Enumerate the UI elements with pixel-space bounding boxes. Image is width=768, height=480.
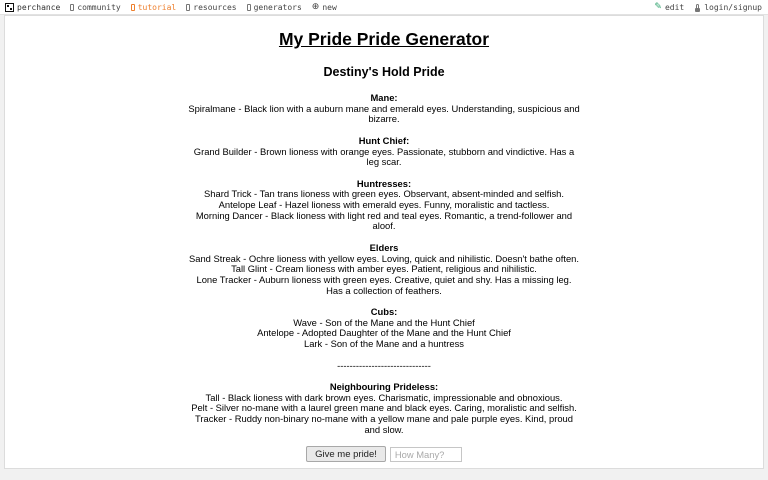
generator-page [4,15,764,469]
entry-line: Pelt - Silver no-mane with a laurel green mane and black eyes. Caring, moralistic and selfish. [191,402,577,414]
section [5,136,763,168]
section [5,179,763,233]
new-generator-label: new [322,2,337,12]
section-header: Cubs: [370,306,398,317]
topbar-item-resources[interactable] [186,3,236,12]
entry-line: leg scar. [366,156,402,168]
entry-line: aloof. [372,220,396,232]
topbar-item-label: tutorial [137,2,177,12]
edit-link[interactable] [654,3,684,12]
generate-button[interactable]: Give me pride! [306,446,386,462]
controls-row [5,446,763,462]
topbar-item-label: generators [253,2,302,12]
topbar-right [654,3,762,12]
divider-line: ------------------------------ [337,359,431,371]
edit-label: edit [664,2,685,12]
entry-line: Spiralmane - Black lion with a auburn mane and emerald eyes. Understanding, suspicious and [188,102,580,114]
page-title: My Pride Pride Generator [278,29,490,49]
topbar-item-generators[interactable] [247,3,302,12]
page-icon [247,4,251,11]
entry-line: Antelope - Adopted Daughter of the Mane and the Hunt Chief [257,327,511,339]
entry-line: Lone Tracker - Auburn lioness with green eyes. Creative, quiet and shy. Has a missing leg. [196,273,572,285]
topbar [0,0,768,15]
section-header: Mane: [370,92,398,103]
section-header: Elders [369,241,399,253]
entry-line: bizarre. [368,113,400,125]
entry-line: Antelope Leaf - Hazel lioness with emerald eyes. Funny, moralistic and tactless. [218,199,550,210]
section-header: Hunt Chief: [358,134,410,146]
plus-circle-icon: ⊕ [311,1,320,12]
topbar-item-community[interactable] [70,3,120,12]
login-signup-link[interactable] [694,3,762,12]
dice-logo-icon [5,3,14,12]
topbar-left [5,3,337,12]
entry-line: Tall Glint - Cream lioness with amber eyes. Patient, religious and nihilistic. [231,263,537,275]
entry-line: Sand Streak - Ochre lioness with yellow eyes. Loving, quick and nihilistic. Doesn't bathe often. [188,252,579,264]
pride-name-subtitle: Destiny's Hold Pride [323,65,445,79]
page-icon [70,4,74,11]
generated-output [5,93,763,435]
entry-line: Tall - Black lioness with dark brown eyes. Charismatic, impressionable and obnoxious. [205,391,563,403]
topbar-item-label: community [77,2,121,12]
page-icon [131,4,135,11]
section [5,361,763,372]
entry-line: Grand Builder - Brown lioness with orange eyes. Passionate, stubborn and vindictive. Has a [193,145,575,157]
pencil-icon: ✎ [654,1,662,12]
section [5,382,763,436]
topbar-item-label: resources [193,2,237,12]
section [5,93,763,125]
login-signup-label: login/signup [704,2,762,12]
new-generator-link[interactable] [312,3,337,12]
perchance-home-link[interactable] [5,3,60,12]
entry-line: and slow. [364,423,404,435]
lock-icon [694,3,701,12]
topbar-nav [70,3,301,12]
page-icon [186,4,190,11]
entry-line: Shard Trick - Tan trans lioness with green eyes. Observant, absent-minded and selfish. [204,188,564,200]
how-many-input[interactable] [390,447,462,462]
section [5,307,763,350]
entry-line: Morning Dancer - Black lioness with light red and teal eyes. Romantic, a trend-follower and [195,209,573,221]
section-header: Huntresses: [356,177,412,189]
brand-label: perchance [17,2,61,12]
entry-line: Tracker - Ruddy non-binary no-mane with a yellow mane and pale purple eyes. Kind, proud [195,413,573,424]
entry-line: Wave - Son of the Mane and the Hunt Chief [293,316,475,328]
topbar-item-tutorial[interactable] [131,3,177,12]
section [5,243,763,297]
entry-line: Lark - Son of the Mane and a huntress [304,338,464,350]
section-header: Neighbouring Prideless: [329,380,439,392]
entry-line: Has a collection of feathers. [326,284,442,296]
